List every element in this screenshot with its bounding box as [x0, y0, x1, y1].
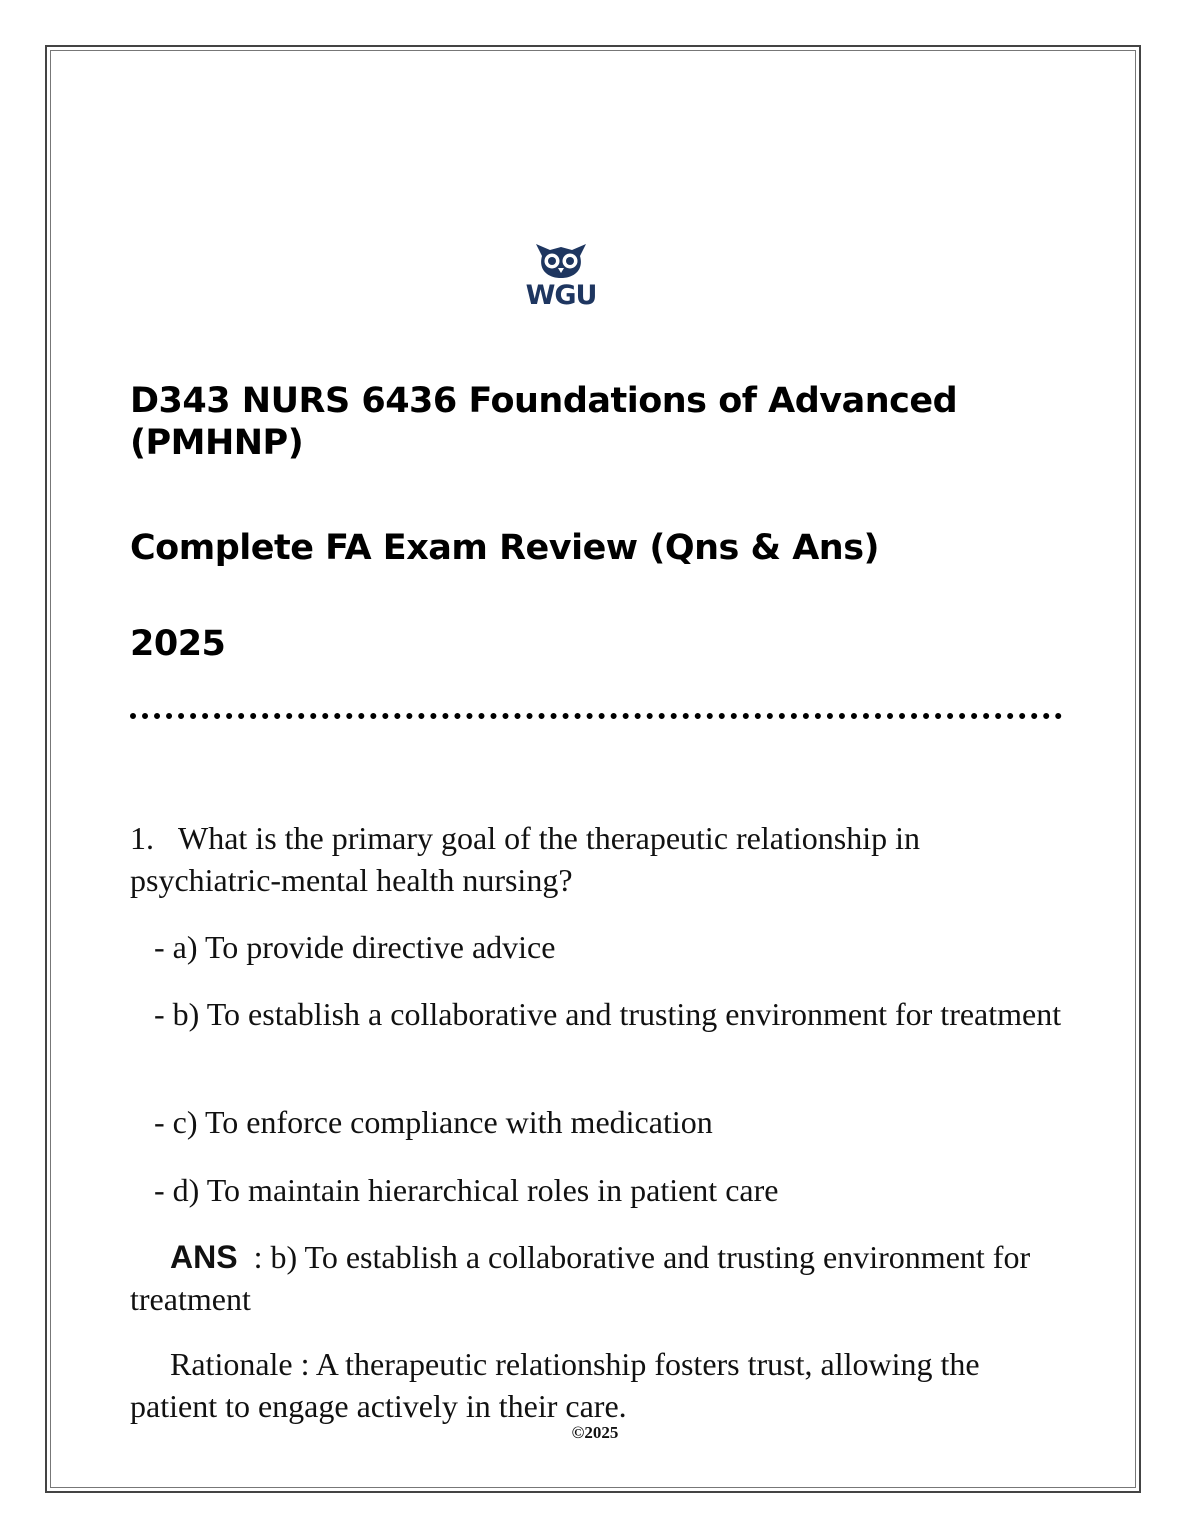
logo-text: WGU	[525, 280, 597, 311]
answer-option-a: - a) To provide directive advice	[154, 929, 556, 965]
wgu-logo	[514, 240, 608, 316]
answer-option-b: - b) To establish a collaborative and trusting environment for treatment	[154, 996, 1062, 1032]
answer-option-c: - c) To enforce compliance with medication	[154, 1104, 713, 1140]
question-number: 1.	[130, 820, 154, 856]
copyright-footer: ©2025	[571, 1423, 619, 1442]
document-subtitle: Complete FA Exam Review (Qns & Ans)	[130, 528, 880, 568]
owl-icon	[514, 240, 608, 282]
rationale: Rationale : A therapeutic relationship fosters trust, allowing the patient to engage actively in their care.	[130, 1346, 980, 1424]
answer-option-d: - d) To maintain hierarchical roles in patient care	[154, 1172, 779, 1208]
document-title: D343 NURS 6436 Foundations of Advanced (PMHNP)	[130, 381, 958, 463]
question-text: What is the primary goal of the therapeutic relationship in psychiatric-mental health nursing?	[130, 820, 920, 898]
question-stem	[130, 817, 1070, 901]
answer-key	[130, 1236, 1070, 1320]
dotted-divider	[130, 713, 1062, 719]
answer-text: : b) To establish a collaborative and trusting environment for treatment	[130, 1239, 1031, 1317]
document-year: 2025	[130, 624, 226, 664]
answer-label: ANS	[170, 1239, 238, 1275]
